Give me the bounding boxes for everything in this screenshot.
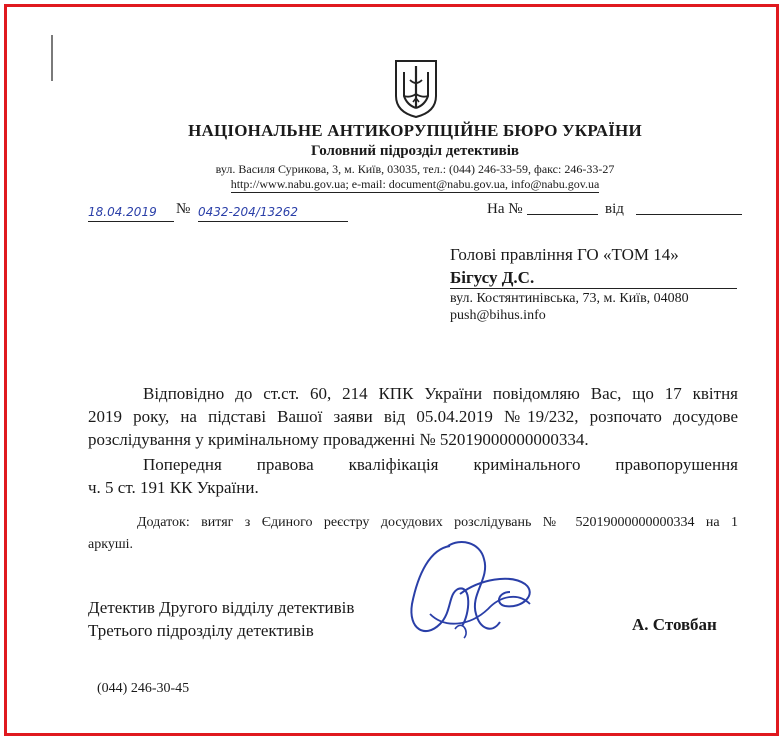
signer-position-line2: Третього підрозділу детективів	[88, 621, 314, 640]
footer-phone: (044) 246-30-45	[97, 681, 190, 696]
org-name: НАЦІОНАЛЬНЕ АНТИКОРУПЦІЙНЕ БЮРО УКРАЇНИ	[188, 121, 642, 140]
recipient-address: вул. Костянтинівська, 73, м. Київ, 04080	[450, 291, 689, 306]
reply-number-blank	[527, 214, 598, 215]
attachment-line1: Додаток: витяг з Єдиного реєстру досудових розслідувань № 52019000000000334 на 1	[137, 515, 738, 530]
from-date-blank	[636, 214, 742, 215]
signer-position-line1: Детектив Другого відділу детективів	[88, 598, 355, 617]
org-web-email	[150, 177, 680, 193]
reg-number	[198, 203, 348, 222]
reg-no-label: №	[176, 201, 191, 217]
from-label: від	[605, 201, 624, 217]
handwritten-signature-icon	[400, 534, 550, 644]
recipient-email: push@bihus.info	[450, 308, 546, 323]
body-p2-line1: Попередня правова кваліфікація кримінального правопорушення	[143, 455, 738, 474]
attachment-line2: аркуші.	[88, 537, 133, 552]
reg-date-handwritten: 18.04.2019	[88, 205, 157, 219]
coat-of-arms-icon	[393, 58, 439, 120]
org-division: Головний підрозділ детективів	[310, 143, 520, 159]
body-p1-line3: розслідування у кримінальному провадженні № 52019000000000334.	[88, 430, 589, 449]
reg-date	[88, 203, 174, 222]
org-address: вул. Василя Сурикова, 3, м. Київ, 03035, тел.: (044) 246-33-59, факс: 246-33-27	[215, 162, 615, 176]
reply-label: На №	[487, 201, 523, 217]
body-p2-line2: ч. 5 ст. 191 КК України.	[88, 478, 259, 497]
recipient-name: Бігусу Д.С.	[450, 268, 535, 287]
reg-number-handwritten: 0432-204/13262	[198, 205, 298, 219]
body-p1-line2: 2019 року, на підставі Вашої заяви від 05.04.2019 №19/232, розпочато досудове	[88, 407, 738, 426]
signer-name: А. Стовбан	[632, 615, 717, 634]
body-p1-line1: Відповідно до ст.ст. 60, 214 КПК України повідомляю Вас, що 17 квітня	[143, 384, 738, 403]
staple-mark	[51, 35, 53, 81]
recipient-line2	[450, 268, 737, 289]
org-web-email-text: http://www.nabu.gov.ua; e-mail: document@nabu.gov.ua, info@nabu.gov.ua	[230, 177, 600, 191]
recipient-line1: Голові правління ГО «ТОМ 14»	[450, 245, 679, 264]
